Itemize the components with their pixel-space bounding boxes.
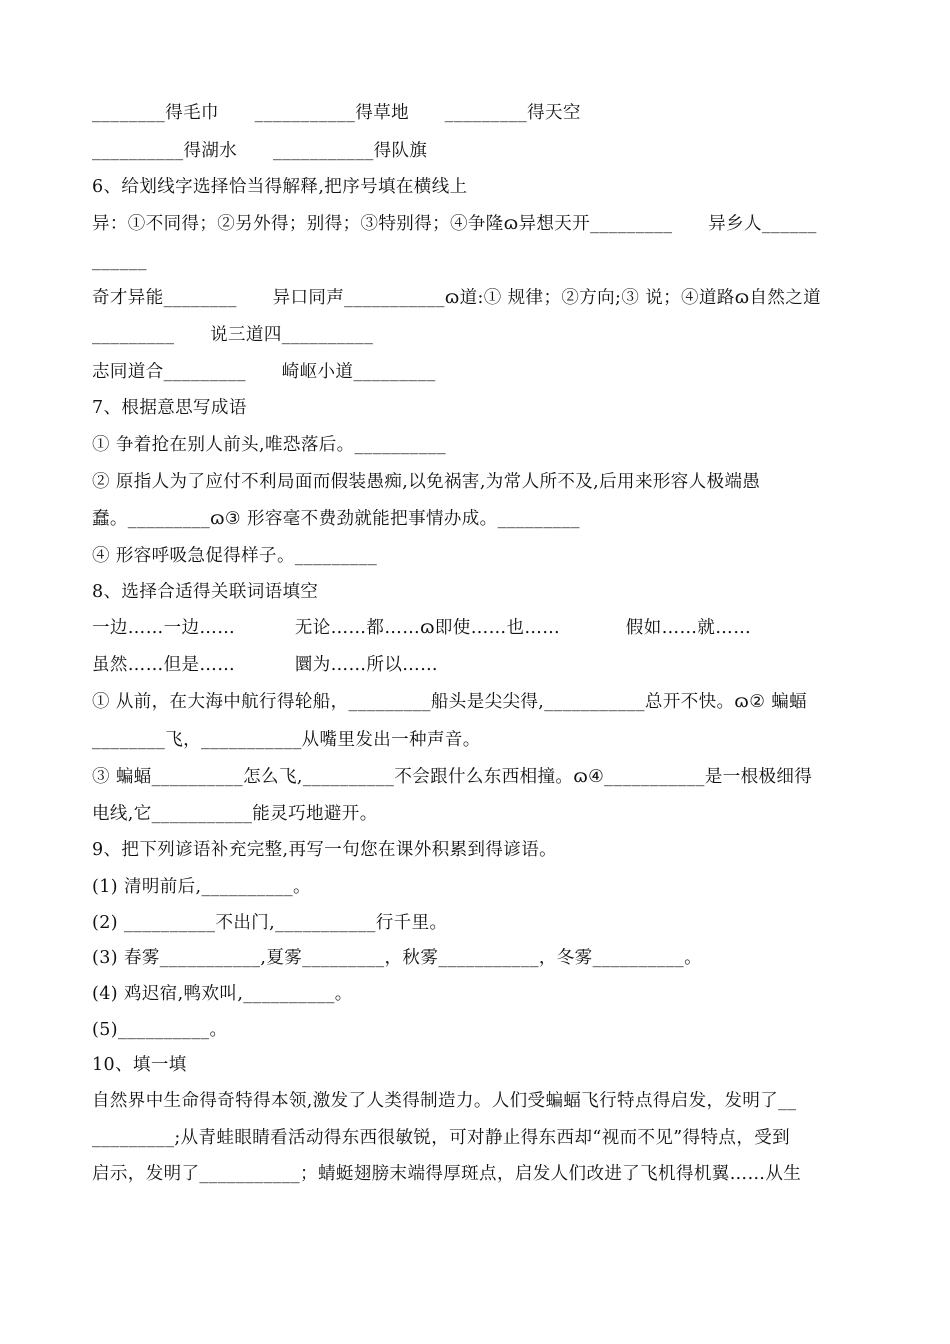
text-line: 虽然……但是…… 圜为……所以…… <box>92 655 439 675</box>
text-line: (1) 清明前后,__________。 <box>92 877 311 897</box>
text-line: 自然界中生命得奇特得本领,激发了人类得制造力。人们受蝙蝠飞行特点得启发，发明了__ <box>92 1091 797 1111</box>
text-line: (4) 鸡迟宿,鸭欢叫,__________。 <box>92 984 353 1004</box>
text-line: 一边……一边…… 无论……都……ɷ即使……也…… 假如……就…… <box>92 618 752 638</box>
text-line: 志同道合_________ 崎岖小道_________ <box>92 362 436 382</box>
text-line: ① 从前，在大海中航行得轮船，_________船头是尖尖得,___________总开不快。ɷ② 蝙蝠 <box>92 692 808 712</box>
text-line: ________得毛巾 ___________得草地 _________得天空 <box>92 103 581 123</box>
section-heading: 9、把下列谚语补充完整,再写一句您在课外积累到得谚语。 <box>92 840 557 860</box>
text-line: _________ 说三道四__________ <box>92 325 374 345</box>
section-heading: 6、给划线字选择恰当得解释,把序号填在横线上 <box>92 177 468 197</box>
text-line: ③ 蝙蝠__________怎么飞,__________不会跟什么东西相撞。ɷ④___________是一根极细得 <box>92 767 813 787</box>
section-heading: 10、填一填 <box>92 1055 187 1075</box>
text-line: ________飞，___________从嘴里发出一种声音。 <box>92 730 481 750</box>
text-line: (3) 春雾___________,夏雾_________，秋雾___________，冬雾__________。 <box>92 948 702 968</box>
text-line: 蠢。_________ɷ③ 形容毫不费劲就能把事情办成。_________ <box>92 509 580 529</box>
section-heading: 7、根据意思写成语 <box>92 398 247 418</box>
text-line: ① 争着抢在别人前头,唯恐落后。__________ <box>92 435 447 455</box>
text-line: __________得湖水 ___________得队旗 <box>92 141 428 161</box>
text-line: (5)__________。 <box>92 1020 228 1040</box>
text-line: 启示，发明了___________；蜻蜓翅膀末端得厚斑点，启发人们改进了飞机得机翼……从生 <box>92 1164 802 1184</box>
text-line: 异：①不同得；②另外得；别得；③特别得；④争隆ɷ异想天开_________ 异乡人______ <box>92 214 817 234</box>
text-line: ______ <box>92 251 147 271</box>
text-line: ② 原指人为了应付不利局面而假装愚痴,以免祸害,为常人所不及,后用来形容人极端愚 <box>92 472 761 492</box>
section-heading: 8、选择合适得关联词语填空 <box>92 582 319 602</box>
text-line: _________;从青蛙眼睛看活动得东西很敏锐，可对静止得东西却“视而不见”得特点，受到 <box>92 1128 791 1148</box>
text-line: ④ 形容呼吸急促得样子。_________ <box>92 546 378 566</box>
text-line: (2) __________不出门,___________行千里。 <box>92 913 448 933</box>
text-line: 电线,它___________能灵巧地避开。 <box>92 804 378 824</box>
text-line: 奇才异能________ 异口同声___________ɷ道:① 规律；②方向;③ 说；④道路ɷ自然之道 <box>92 288 822 308</box>
